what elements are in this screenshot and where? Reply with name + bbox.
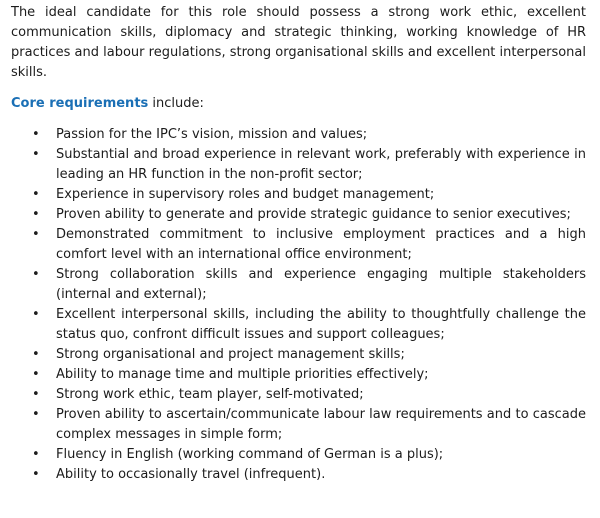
bullet-icon: • (32, 447, 40, 462)
requirement-text: Passion for the IPC’s vision, mission and values; (56, 127, 368, 142)
bullet-icon: • (32, 407, 40, 422)
requirement-text: Strong work ethic, team player, self-motivated; (56, 387, 364, 402)
bullet-icon: • (32, 227, 40, 242)
requirement-item (11, 465, 586, 485)
requirement-text: Strong organisational and project management skills; (56, 347, 405, 362)
requirement-item (11, 405, 586, 445)
intro-paragraph: The ideal candidate for this role should possess a strong work ethic, excellent communication skills, diplomacy and strategic thinking, working knowledge of HR practices and labour regulations, strong organisational skills and excellent interpersonal skills. (11, 5, 586, 80)
requirement-text: Strong collaboration skills and experience engaging multiple stakeholders (internal and external); (56, 267, 586, 302)
requirements-list (11, 125, 586, 485)
requirement-text: Excellent interpersonal skills, including the ability to thoughtfully challenge the status quo, confront difficult issues and support colleagues; (56, 307, 586, 342)
requirements-heading-highlight: Core requirements (11, 96, 149, 111)
bullet-icon: • (32, 127, 40, 142)
bullet-icon: • (32, 367, 40, 382)
bullet-icon: • (32, 467, 40, 482)
requirement-text: Ability to manage time and multiple priorities effectively; (56, 367, 429, 382)
requirements-heading-rest: include: (148, 96, 204, 111)
bullet-icon: • (32, 187, 40, 202)
bullet-icon: • (32, 147, 40, 162)
requirement-text: Fluency in English (working command of German is a plus); (56, 447, 444, 462)
requirement-item (11, 365, 586, 385)
requirement-item (11, 445, 586, 465)
bullet-icon: • (32, 207, 40, 222)
requirement-item (11, 265, 586, 305)
bullet-icon: • (32, 307, 40, 322)
requirement-text: Experience in supervisory roles and budget management; (56, 187, 435, 202)
bullet-icon: • (32, 267, 40, 282)
requirement-item (11, 385, 586, 405)
requirement-item (11, 225, 586, 265)
requirement-item (11, 145, 586, 185)
requirement-item (11, 205, 586, 225)
requirement-text: Proven ability to generate and provide strategic guidance to senior executives; (56, 207, 571, 222)
requirement-item (11, 125, 586, 145)
bullet-icon: • (32, 347, 40, 362)
requirement-item (11, 305, 586, 345)
requirement-item (11, 185, 586, 205)
requirement-text: Demonstrated commitment to inclusive employment practices and a high comfort level with an international office environment; (56, 227, 586, 262)
requirement-text: Proven ability to ascertain/communicate labour law requirements and to cascade complex messages in simple form; (56, 407, 586, 442)
bullet-icon: • (32, 387, 40, 402)
requirements-heading (11, 94, 586, 114)
requirement-text: Ability to occasionally travel (infrequent). (56, 467, 326, 482)
requirement-text: Substantial and broad experience in relevant work, preferably with experience in leading an HR function in the non-profit sector; (56, 147, 586, 182)
requirement-item (11, 345, 586, 365)
